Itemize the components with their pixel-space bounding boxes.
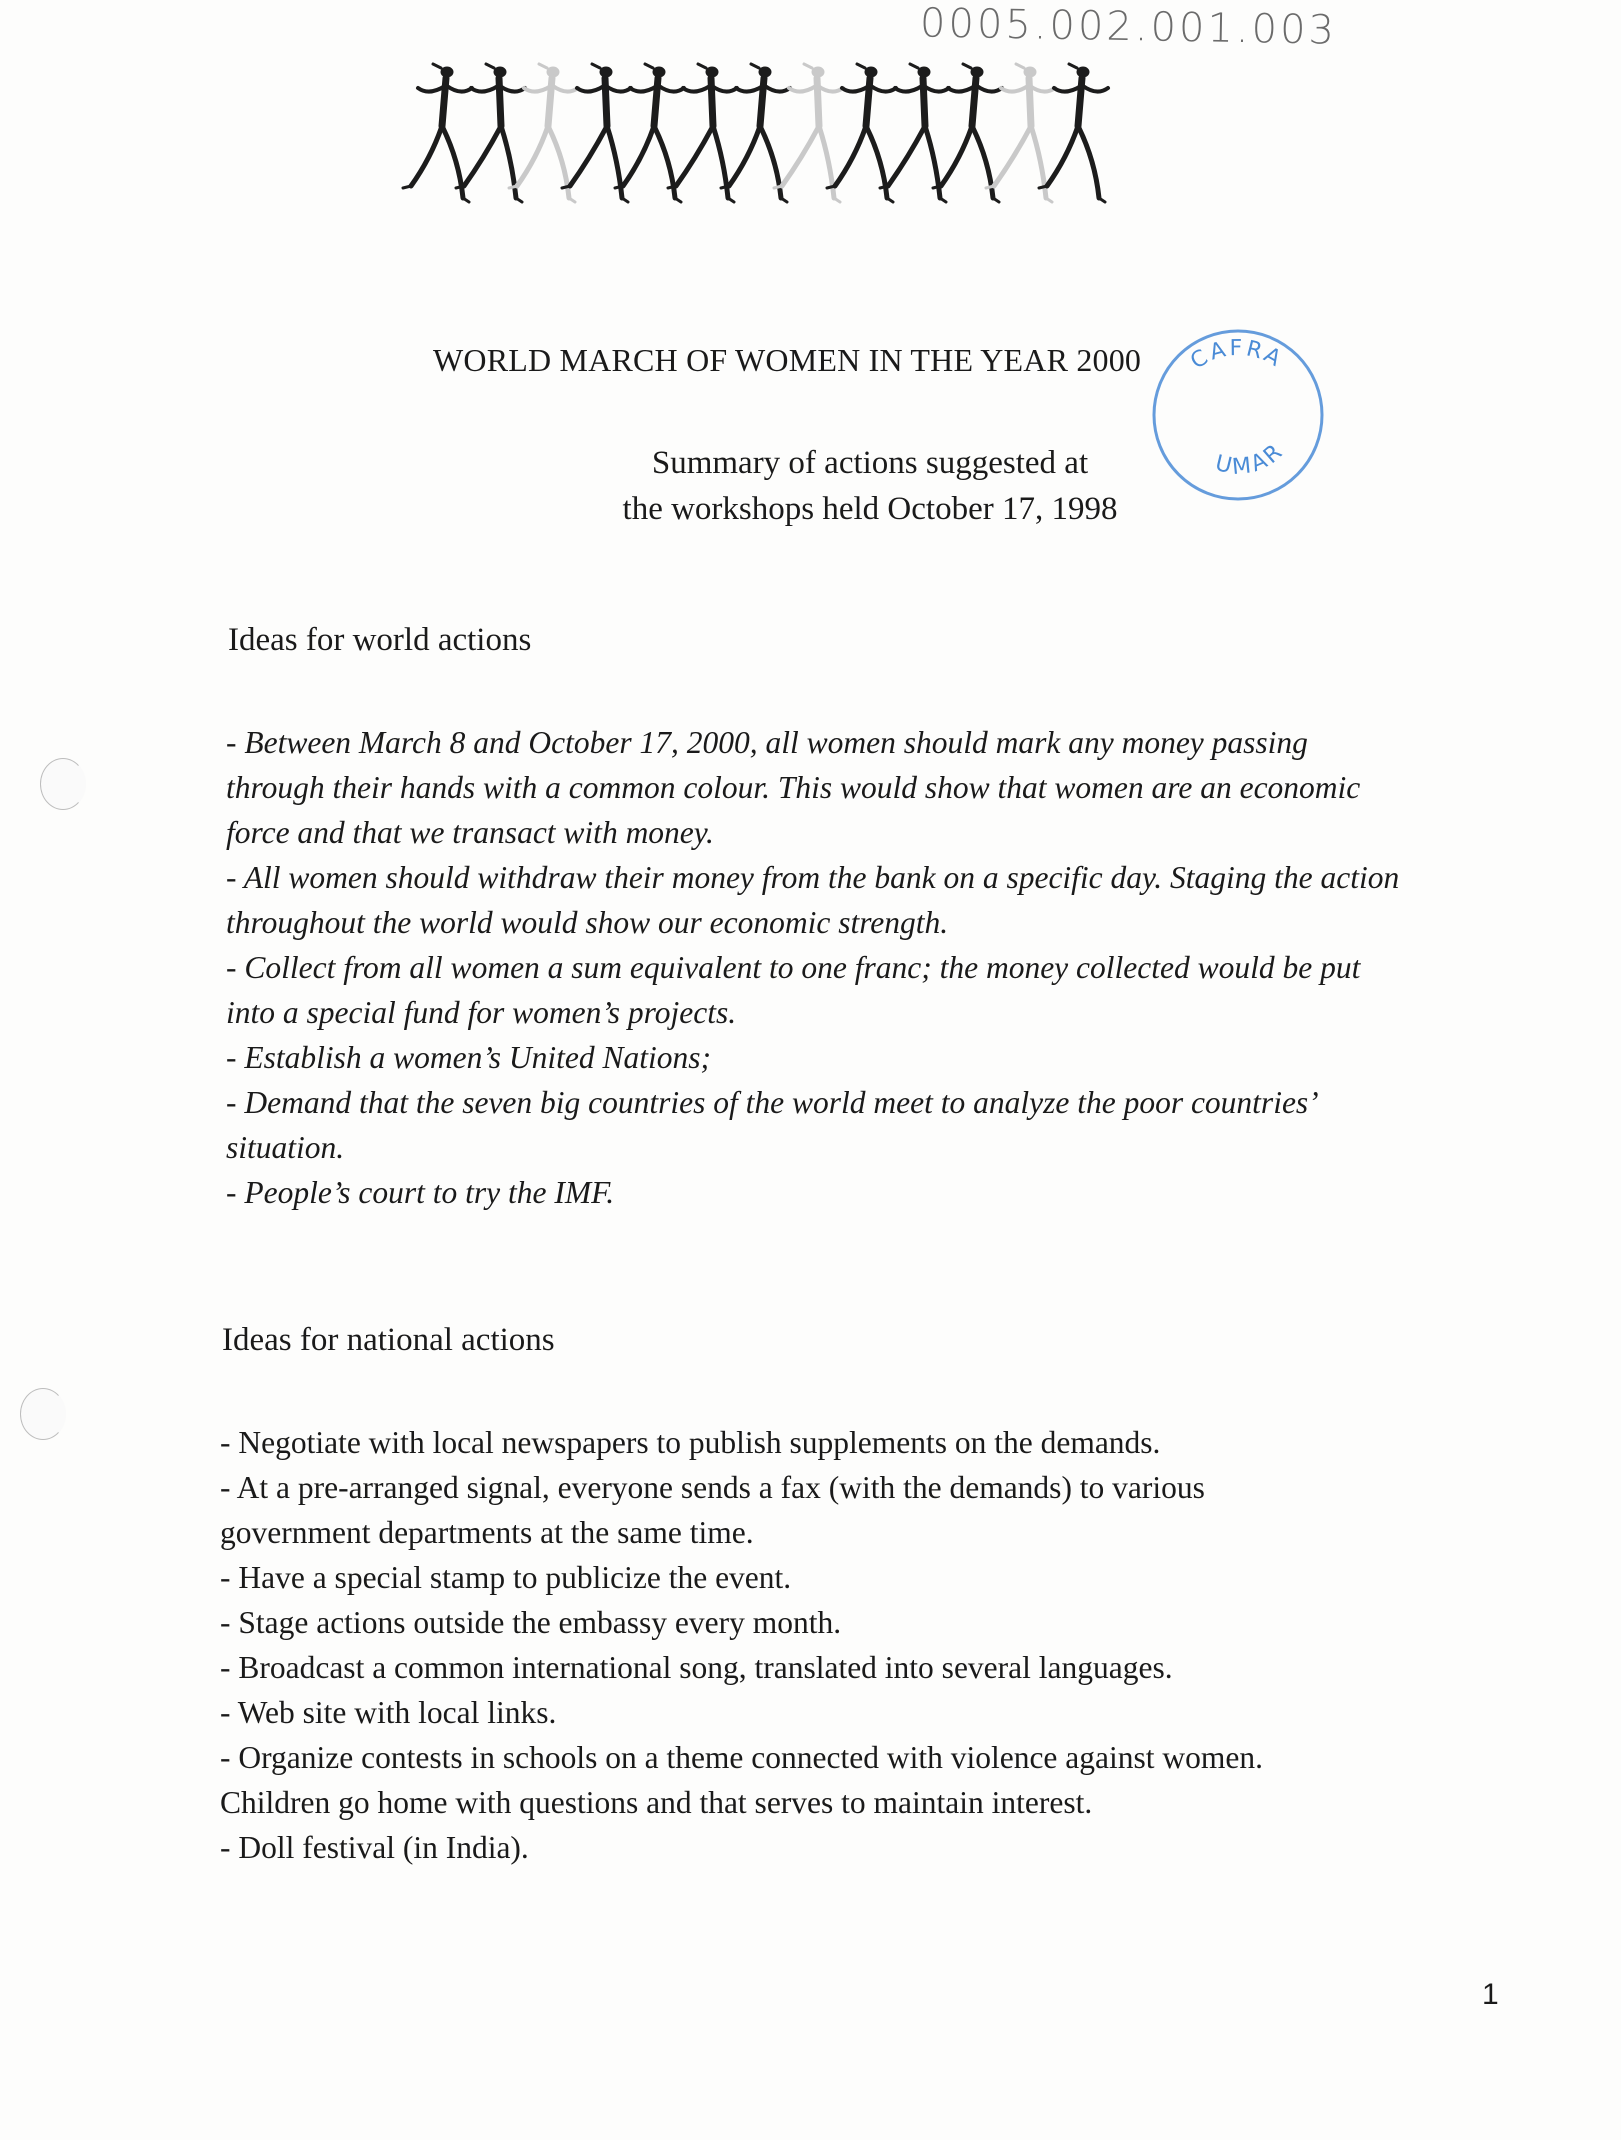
list-item: - Collect from all women a sum equivalent to one franc; the money collected would be put bbox=[226, 950, 1361, 985]
list-item: - All women should withdraw their money from the bank on a specific day. Staging the action bbox=[226, 860, 1400, 895]
national-actions-list bbox=[220, 1420, 1530, 1870]
archive-code-annotation: 0005.002.001.003 bbox=[919, 0, 1338, 54]
subtitle-line-1: Summary of actions suggested at bbox=[651, 445, 1089, 481]
marching-women-banner bbox=[395, 58, 1335, 218]
stamp-bottom-text: UMAR bbox=[1212, 437, 1290, 481]
list-item: - At a pre-arranged signal, everyone sends a fax (with the demands) to various bbox=[220, 1470, 1205, 1505]
world-actions-heading: Ideas for world actions bbox=[228, 622, 532, 658]
list-item: Children go home with questions and that serves to maintain interest. bbox=[220, 1785, 1093, 1820]
document-subtitle bbox=[560, 440, 1180, 532]
list-item: - Have a special stamp to publicize the event. bbox=[220, 1560, 792, 1595]
dancing-figure bbox=[562, 64, 631, 202]
list-item: - People’s court to try the IMF. bbox=[226, 1175, 615, 1210]
dancing-figure bbox=[721, 64, 790, 202]
document-title: WORLD MARCH OF WOMEN IN THE YEAR 2000 bbox=[433, 342, 1142, 378]
list-item: force and that we transact with money. bbox=[226, 815, 714, 850]
list-item: - Negotiate with local newspapers to publish supplements on the demands. bbox=[220, 1425, 1161, 1460]
list-item: - Stage actions outside the embassy every month. bbox=[220, 1605, 842, 1640]
list-item: through their hands with a common colour. This would show that women are an economic bbox=[226, 770, 1361, 805]
list-item: government departments at the same time. bbox=[220, 1515, 754, 1550]
dancing-figure bbox=[403, 64, 472, 202]
dancing-figure bbox=[668, 64, 737, 202]
dancing-figure bbox=[933, 64, 1002, 202]
list-item: - Web site with local links. bbox=[220, 1695, 557, 1730]
dancing-figure bbox=[986, 64, 1055, 202]
list-item: into a special fund for women’s projects. bbox=[226, 995, 737, 1030]
list-item: - Between March 8 and October 17, 2000, all women should mark any money passing bbox=[226, 725, 1308, 760]
world-actions-list bbox=[226, 720, 1526, 1215]
binder-hole bbox=[20, 1388, 66, 1440]
list-item: - Organize contests in schools on a theme connected with violence against women. bbox=[220, 1740, 1263, 1775]
dancing-figure bbox=[880, 64, 949, 202]
subtitle-line-2: the workshops held October 17, 1998 bbox=[622, 491, 1118, 527]
binder-hole bbox=[40, 758, 86, 810]
list-item: - Doll festival (in India). bbox=[220, 1830, 529, 1865]
dancing-figure bbox=[615, 64, 684, 202]
dancing-figure bbox=[509, 64, 578, 202]
list-item: situation. bbox=[226, 1130, 345, 1165]
dancing-figure bbox=[774, 64, 843, 202]
list-item: - Broadcast a common international song, translated into several languages. bbox=[220, 1650, 1173, 1685]
stamp-top-text: CAFRA bbox=[1186, 335, 1288, 375]
list-item: throughout the world would show our economic strength. bbox=[226, 905, 949, 940]
list-item: - Demand that the seven big countries of the world meet to analyze the poor countries’ bbox=[226, 1085, 1319, 1120]
national-actions-heading: Ideas for national actions bbox=[222, 1322, 555, 1358]
dancing-figure bbox=[827, 64, 896, 202]
page-number: 1 bbox=[1482, 1978, 1499, 2011]
dancing-figure bbox=[456, 64, 525, 202]
dancing-figure bbox=[1039, 64, 1108, 202]
list-item: - Establish a women’s United Nations; bbox=[226, 1040, 712, 1075]
